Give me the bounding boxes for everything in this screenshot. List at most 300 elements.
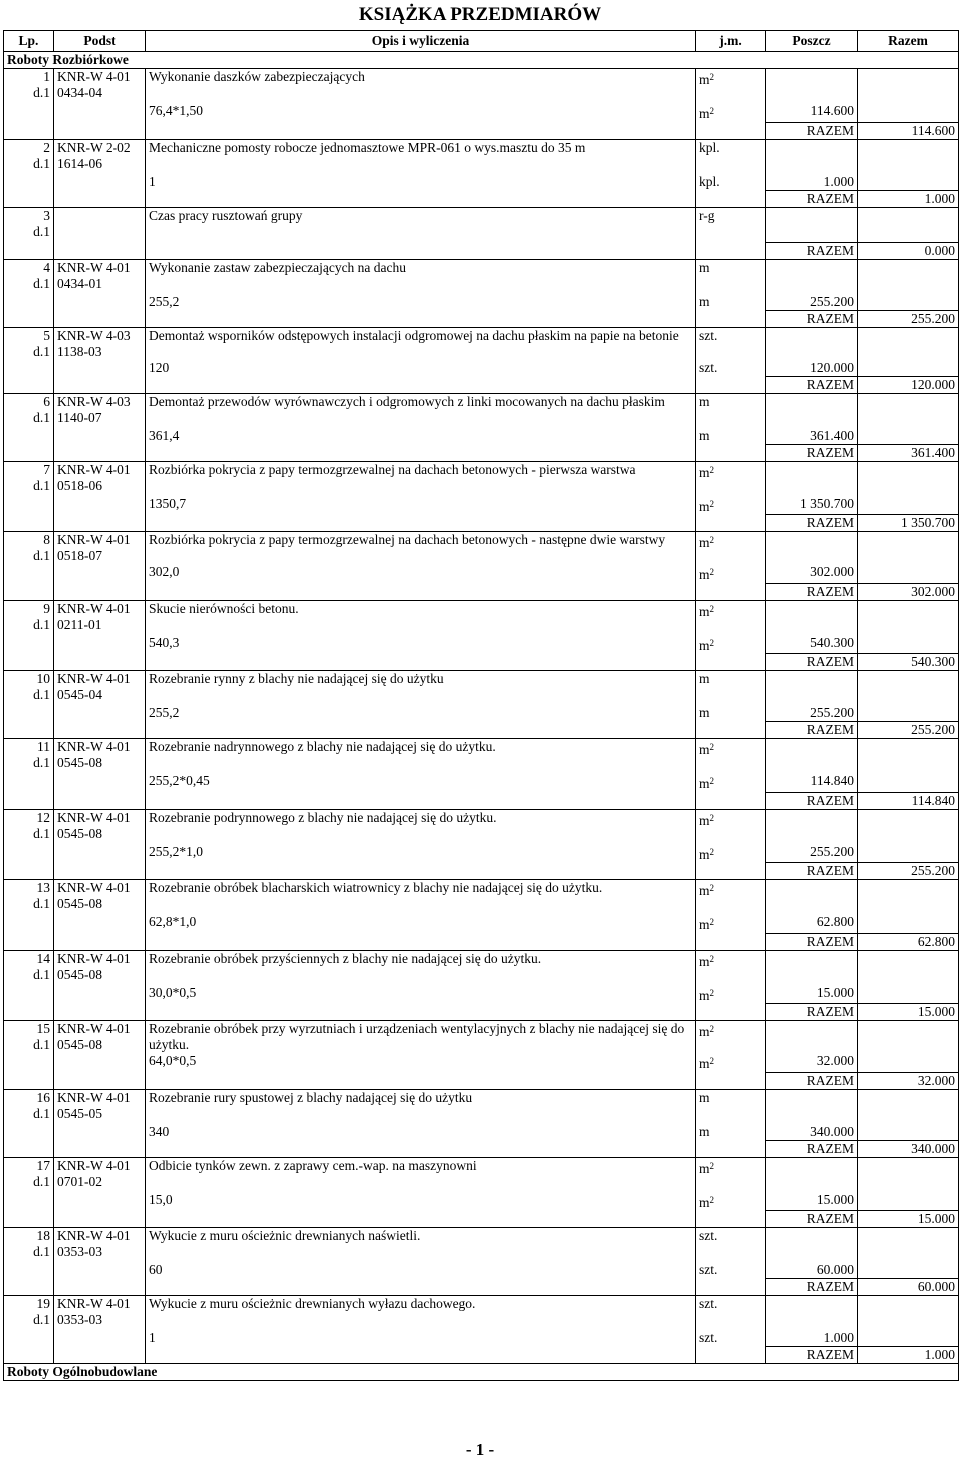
entry-basis-code: KNR-W 4-03 bbox=[57, 327, 131, 343]
entry-calc-row bbox=[4, 360, 959, 377]
page-number: - 1 - bbox=[465, 1440, 495, 1459]
entry-number: 6 bbox=[43, 393, 50, 409]
entry-lp bbox=[4, 1021, 54, 1054]
entry-basis bbox=[54, 393, 146, 428]
entry-lp bbox=[4, 1157, 54, 1192]
entry-calc-unit: m bbox=[696, 1124, 766, 1141]
entry-row bbox=[4, 1021, 959, 1054]
entry-calc-unit: $m^2$ bbox=[696, 1053, 766, 1072]
entry-basis-code: KNR-W 2-02 bbox=[57, 139, 131, 155]
entry-total: 1 350.700 bbox=[858, 515, 959, 532]
entry-calc-unit: $m^2$ bbox=[696, 635, 766, 654]
entry-description bbox=[146, 461, 696, 496]
entry-total: 15.000 bbox=[858, 1004, 959, 1021]
entry-row bbox=[4, 1157, 959, 1192]
entry-d: d.1 bbox=[33, 477, 50, 493]
entry-row bbox=[4, 1228, 959, 1263]
entry-lp bbox=[4, 809, 54, 844]
entry-calculation: 1350,7 bbox=[146, 496, 696, 515]
entry-description-text: Rozebranie podrynnowego z blachy nie nadającej się do użytku. bbox=[149, 809, 497, 825]
entry-description bbox=[146, 532, 696, 565]
bill-of-quantities-table bbox=[3, 30, 959, 1381]
entry-quantity: 15.000 bbox=[766, 1192, 858, 1211]
entry-description-text: Wykucie z muru ościeżnic drewnianych wyłazu dachowego. bbox=[149, 1296, 476, 1311]
entry-basis bbox=[54, 600, 146, 635]
entry-quantity: 255.200 bbox=[766, 844, 858, 863]
entry-number: 7 bbox=[43, 461, 50, 477]
entry-unit: $m^2$ bbox=[696, 809, 766, 844]
entry-row bbox=[4, 671, 959, 706]
entry-basis bbox=[54, 1089, 146, 1124]
entry-quantity: 1.000 bbox=[766, 174, 858, 191]
entry-description bbox=[146, 600, 696, 635]
entry-description-text: Rozbiórka pokrycia z papy termozgrzewalnej na dachach betonowych - następne dwie warstwy bbox=[149, 532, 666, 547]
entry-calculation: 340 bbox=[146, 1124, 696, 1141]
entry-description-text: Odbicie tynków zewn. z zaprawy cem.-wap. na maszynowni bbox=[149, 1157, 477, 1173]
entry-description bbox=[146, 207, 696, 242]
entry-basis bbox=[54, 739, 146, 774]
entry-calc-unit: szt. bbox=[696, 1262, 766, 1279]
entry-basis-table: 0353-03 bbox=[57, 1312, 102, 1327]
entry-basis-code: KNR-W 4-01 bbox=[57, 1089, 131, 1105]
entry-basis-table: 1140-07 bbox=[57, 409, 102, 425]
entry-total-label: RAZEM bbox=[766, 444, 858, 461]
entry-quantity: 32.000 bbox=[766, 1053, 858, 1072]
entry-description-text: Skucie nierówności betonu. bbox=[149, 600, 299, 616]
entry-total: 62.800 bbox=[858, 933, 959, 950]
entry-total-row bbox=[4, 933, 959, 950]
entry-basis bbox=[54, 950, 146, 985]
entry-basis-code: KNR-W 4-01 bbox=[57, 809, 131, 825]
entry-calc-unit: $m^2$ bbox=[696, 773, 766, 792]
entry-row bbox=[4, 880, 959, 915]
entry-calculation: 1 bbox=[146, 174, 696, 191]
entry-quantity: 361.400 bbox=[766, 428, 858, 445]
entry-number: 17 bbox=[36, 1157, 50, 1173]
entry-basis-code: KNR-W 4-01 bbox=[57, 1021, 131, 1036]
entry-calculation: 120 bbox=[146, 360, 696, 377]
entry-calculation: 30,0*0,5 bbox=[146, 985, 696, 1004]
entry-total-label: RAZEM bbox=[766, 1140, 858, 1157]
entry-quantity: 302.000 bbox=[766, 564, 858, 583]
entry-calculation: 361,4 bbox=[146, 428, 696, 445]
header-podst: Podst bbox=[54, 31, 146, 52]
entry-calc-unit: m bbox=[696, 705, 766, 722]
entry-basis-table: 0545-05 bbox=[57, 1105, 102, 1121]
entry-unit: m bbox=[696, 259, 766, 294]
entry-basis-table: 0434-01 bbox=[57, 275, 102, 291]
entry-total-row bbox=[4, 1279, 959, 1296]
entry-quantity: 114.600 bbox=[766, 103, 858, 122]
entry-total: 255.200 bbox=[858, 863, 959, 880]
entry-row bbox=[4, 69, 959, 104]
entry-calc-unit: m bbox=[696, 294, 766, 311]
entry-basis bbox=[54, 1296, 146, 1331]
entry-description bbox=[146, 1228, 696, 1263]
entry-calc-row bbox=[4, 635, 959, 654]
entry-total-label: RAZEM bbox=[766, 376, 858, 393]
entry-d: d.1 bbox=[33, 343, 50, 359]
entry-basis-code: KNR-W 4-01 bbox=[57, 461, 131, 477]
entry-basis bbox=[54, 671, 146, 706]
entry-unit: $m^2$ bbox=[696, 461, 766, 496]
entry-total-row bbox=[4, 1347, 959, 1364]
entry-total-label: RAZEM bbox=[766, 722, 858, 739]
entry-calc-unit: $m^2$ bbox=[696, 496, 766, 515]
entry-unit: m bbox=[696, 671, 766, 706]
entry-basis bbox=[54, 461, 146, 496]
entry-calc-row bbox=[4, 705, 959, 722]
entry-total-label: RAZEM bbox=[766, 1004, 858, 1021]
entry-total-row bbox=[4, 654, 959, 671]
entry-calc-row bbox=[4, 985, 959, 1004]
entry-total: 114.840 bbox=[858, 792, 959, 809]
entry-description-text: Rozebranie nadrynnowego z blachy nie nadającej się do użytku. bbox=[149, 739, 496, 754]
entry-d: d.1 bbox=[33, 1173, 50, 1189]
entry-description bbox=[146, 1089, 696, 1124]
entry-basis-code: KNR-W 4-03 bbox=[57, 393, 131, 409]
header-jm: j.m. bbox=[696, 31, 766, 52]
entry-unit: $m^2$ bbox=[696, 739, 766, 774]
entry-description-text: Rozebranie obróbek przyściennych z blachy nie nadającej się do użytku. bbox=[149, 950, 542, 966]
entry-basis-code: KNR-W 4-01 bbox=[57, 532, 131, 547]
entry-d: d.1 bbox=[33, 825, 50, 841]
entry-basis-code: KNR-W 4-01 bbox=[57, 1157, 131, 1173]
entry-calculation: 302,0 bbox=[146, 564, 696, 583]
entry-total-label: RAZEM bbox=[766, 310, 858, 327]
entry-number: 4 bbox=[43, 259, 50, 275]
entry-calc-unit: kpl. bbox=[696, 174, 766, 191]
entry-quantity: 1.000 bbox=[766, 1330, 858, 1347]
entry-calc-unit: $m^2$ bbox=[696, 914, 766, 933]
entry-calc-row bbox=[4, 914, 959, 933]
entry-lp bbox=[4, 327, 54, 360]
entry-number: 1 bbox=[43, 69, 50, 84]
entry-description bbox=[146, 1296, 696, 1331]
entry-total-label: RAZEM bbox=[766, 863, 858, 880]
entry-total-row bbox=[4, 376, 959, 393]
entry-lp bbox=[4, 600, 54, 635]
entry-description bbox=[146, 950, 696, 985]
entry-basis-table: 0434-04 bbox=[57, 85, 102, 100]
entry-d: d.1 bbox=[33, 1312, 50, 1327]
entry-d: d.1 bbox=[33, 616, 50, 632]
entry-total-row bbox=[4, 722, 959, 739]
entry-number: 2 bbox=[43, 139, 50, 155]
document-title: KSIĄŻKA PRZEDMIARÓW bbox=[358, 4, 602, 25]
entry-total-row bbox=[4, 1072, 959, 1089]
entry-total: 361.400 bbox=[858, 444, 959, 461]
entry-calc-unit: $m^2$ bbox=[696, 844, 766, 863]
entry-d: d.1 bbox=[33, 1244, 50, 1259]
entry-calc-unit: $m^2$ bbox=[696, 1192, 766, 1211]
header-razem: Razem bbox=[858, 31, 959, 52]
header-poszcz: Poszcz bbox=[766, 31, 858, 52]
entry-total-label: RAZEM bbox=[766, 242, 858, 259]
header-opis: Opis i wyliczenia bbox=[146, 31, 696, 52]
entry-description bbox=[146, 1021, 696, 1054]
entry-total-row bbox=[4, 310, 959, 327]
entry-total-label: RAZEM bbox=[766, 1279, 858, 1296]
entry-calculation: 255,2 bbox=[146, 705, 696, 722]
entry-total: 15.000 bbox=[858, 1211, 959, 1228]
entry-total-label: RAZEM bbox=[766, 792, 858, 809]
entry-calc-unit: $m^2$ bbox=[696, 103, 766, 122]
entry-lp bbox=[4, 461, 54, 496]
entry-quantity: 255.200 bbox=[766, 294, 858, 311]
entry-number: 19 bbox=[36, 1296, 50, 1311]
entry-total-label: RAZEM bbox=[766, 122, 858, 139]
header-lp: Lp. bbox=[4, 31, 54, 52]
entry-basis bbox=[54, 809, 146, 844]
entry-lp bbox=[4, 69, 54, 104]
entry-description-text: Wykucie z muru ościeżnic drewnianych naświetli. bbox=[149, 1228, 421, 1243]
entry-basis bbox=[54, 69, 146, 104]
entry-calculation: 255,2*1,0 bbox=[146, 844, 696, 863]
entry-description bbox=[146, 393, 696, 428]
entry-description bbox=[146, 139, 696, 174]
entry-total-row bbox=[4, 444, 959, 461]
entry-calc-unit: $m^2$ bbox=[696, 985, 766, 1004]
entry-number: 5 bbox=[43, 327, 50, 343]
entry-description bbox=[146, 1157, 696, 1192]
entry-description-text: Demontaż wsporników odstępowych instalacji odgromowej na dachu płaskim na papie na betonie bbox=[149, 327, 679, 343]
entry-basis-table: 0545-08 bbox=[57, 966, 102, 982]
entry-basis bbox=[54, 327, 146, 360]
entry-row bbox=[4, 739, 959, 774]
entry-number: 14 bbox=[36, 950, 50, 966]
entry-calc-unit: szt. bbox=[696, 1330, 766, 1347]
entry-basis-code: KNR-W 4-01 bbox=[57, 671, 131, 686]
entry-basis bbox=[54, 532, 146, 565]
entry-basis bbox=[54, 1021, 146, 1054]
entry-basis-code: KNR-W 4-01 bbox=[57, 950, 131, 966]
entry-calc-row bbox=[4, 844, 959, 863]
entry-d: d.1 bbox=[33, 687, 50, 702]
entry-description-text: Rozebranie obróbek blacharskich wiatrownicy z blachy nie nadającej się do użytku. bbox=[149, 880, 603, 895]
entry-calc-row bbox=[4, 294, 959, 311]
entry-quantity: 1 350.700 bbox=[766, 496, 858, 515]
entry-total-row bbox=[4, 242, 959, 259]
entry-number: 13 bbox=[36, 880, 50, 895]
entry-unit: $m^2$ bbox=[696, 950, 766, 985]
entry-number: 15 bbox=[36, 1021, 50, 1036]
entry-description bbox=[146, 259, 696, 294]
entry-calc-unit: szt. bbox=[696, 360, 766, 377]
entry-total: 1.000 bbox=[858, 1347, 959, 1364]
entry-unit: $m^2$ bbox=[696, 880, 766, 915]
entry-calc-row bbox=[4, 1330, 959, 1347]
entry-row bbox=[4, 950, 959, 985]
section-row bbox=[4, 1364, 959, 1381]
entry-d: d.1 bbox=[33, 896, 50, 911]
entry-d: d.1 bbox=[33, 1037, 50, 1052]
entry-basis-table: 0545-08 bbox=[57, 825, 102, 841]
entry-d: d.1 bbox=[33, 755, 50, 770]
entry-row bbox=[4, 600, 959, 635]
entry-d: d.1 bbox=[33, 275, 50, 291]
entry-description bbox=[146, 739, 696, 774]
entry-lp bbox=[4, 393, 54, 428]
entry-total: 302.000 bbox=[858, 583, 959, 600]
entry-row bbox=[4, 1296, 959, 1331]
entry-description-text: Rozebranie obróbek przy wyrzutniach i urządzeniach wentylacyjnych z blachy nie nadającej się do użytku. bbox=[149, 1021, 685, 1052]
entry-total-row bbox=[4, 1140, 959, 1157]
entry-calc-unit: m bbox=[696, 428, 766, 445]
entry-unit: $m^2$ bbox=[696, 1157, 766, 1192]
entry-total-row bbox=[4, 515, 959, 532]
entry-lp bbox=[4, 1228, 54, 1263]
entry-unit: $m^2$ bbox=[696, 1021, 766, 1054]
entry-unit: m bbox=[696, 393, 766, 428]
entry-unit: szt. bbox=[696, 1228, 766, 1263]
entry-number: 16 bbox=[36, 1089, 50, 1105]
entry-row bbox=[4, 393, 959, 428]
entry-basis-table: 0545-08 bbox=[57, 1037, 102, 1052]
entry-quantity: 540.300 bbox=[766, 635, 858, 654]
entry-basis-table: 0545-08 bbox=[57, 896, 102, 911]
entry-description-text: Rozbiórka pokrycia z papy termozgrzewalnej na dachach betonowych - pierwsza warstwa bbox=[149, 461, 636, 477]
entry-calc-row bbox=[4, 174, 959, 191]
entry-d: d.1 bbox=[33, 85, 50, 100]
entry-calc-row bbox=[4, 428, 959, 445]
entry-basis-table: 0518-07 bbox=[57, 548, 102, 563]
entry-row bbox=[4, 259, 959, 294]
entry-number: 3 bbox=[43, 207, 50, 223]
entry-calculation: 255,2*0,45 bbox=[146, 773, 696, 792]
table-header bbox=[4, 31, 959, 52]
entry-row bbox=[4, 532, 959, 565]
entry-description bbox=[146, 880, 696, 915]
entry-description-text: Wykonanie zastaw zabezpieczających na dachu bbox=[149, 259, 407, 275]
entry-total: 255.200 bbox=[858, 722, 959, 739]
entry-calculation: 1 bbox=[146, 1330, 696, 1347]
entry-calc-row bbox=[4, 103, 959, 122]
entry-basis-table: 0545-08 bbox=[57, 755, 102, 770]
entry-calc-unit: $m^2$ bbox=[696, 564, 766, 583]
entry-basis-table: 1138-03 bbox=[57, 343, 102, 359]
entry-lp bbox=[4, 207, 54, 242]
entry-row bbox=[4, 461, 959, 496]
entry-description-text: Demontaż przewodów wyrównawczych i odgromowych z linki mocowanych na dachu płaskim bbox=[149, 393, 665, 409]
entry-basis-code: KNR-W 4-01 bbox=[57, 259, 131, 275]
entry-total-row bbox=[4, 190, 959, 207]
entry-total-label: RAZEM bbox=[766, 515, 858, 532]
entry-description-text: Rozebranie rynny z blachy nie nadającej się do użytku bbox=[149, 671, 444, 686]
entry-basis bbox=[54, 259, 146, 294]
entry-description-text: Wykonanie daszków zabezpieczających bbox=[149, 69, 365, 84]
entry-unit: $m^2$ bbox=[696, 532, 766, 565]
entry-total-label: RAZEM bbox=[766, 1072, 858, 1089]
entry-total-row bbox=[4, 1004, 959, 1021]
entry-d: d.1 bbox=[33, 409, 50, 425]
entry-total-row bbox=[4, 583, 959, 600]
entry-d: d.1 bbox=[33, 223, 50, 239]
entry-total: 32.000 bbox=[858, 1072, 959, 1089]
entry-calc-row bbox=[4, 1262, 959, 1279]
entry-description bbox=[146, 327, 696, 360]
entry-number: 9 bbox=[43, 600, 50, 616]
entry-total-row bbox=[4, 792, 959, 809]
entry-row bbox=[4, 139, 959, 174]
entry-unit: r-g bbox=[696, 207, 766, 242]
entry-lp bbox=[4, 880, 54, 915]
entry-basis bbox=[54, 1228, 146, 1263]
section-row bbox=[4, 52, 959, 69]
entry-basis bbox=[54, 139, 146, 174]
entry-unit: szt. bbox=[696, 1296, 766, 1331]
entry-calculation: 76,4*1,50 bbox=[146, 103, 696, 122]
entry-total: 540.300 bbox=[858, 654, 959, 671]
entry-row bbox=[4, 207, 959, 242]
entry-number: 8 bbox=[43, 532, 50, 547]
entry-lp bbox=[4, 671, 54, 706]
entry-description-text: Czas pracy rusztowań grupy bbox=[149, 207, 303, 223]
section-title: Roboty Ogólnobudowlane bbox=[4, 1364, 959, 1381]
entry-basis-table: 0545-04 bbox=[57, 687, 102, 702]
entry-unit: $m^2$ bbox=[696, 69, 766, 104]
entry-basis-code: KNR-W 4-01 bbox=[57, 739, 131, 754]
entry-calculation: 255,2 bbox=[146, 294, 696, 311]
entry-total: 1.000 bbox=[858, 190, 959, 207]
entry-basis-code: KNR-W 4-01 bbox=[57, 1228, 131, 1243]
entry-total: 120.000 bbox=[858, 376, 959, 393]
entry-calculation: 60 bbox=[146, 1262, 696, 1279]
entry-total-row bbox=[4, 1211, 959, 1228]
entry-unit: szt. bbox=[696, 327, 766, 360]
section-title: Roboty Rozbiórkowe bbox=[4, 52, 959, 69]
entry-description-text: Rozebranie rury spustowej z blachy nadającej się do użytku bbox=[149, 1089, 473, 1105]
entry-lp bbox=[4, 259, 54, 294]
entry-basis-table: 1614-06 bbox=[57, 155, 102, 171]
entry-basis-table: 0701-02 bbox=[57, 1173, 102, 1189]
entry-d: d.1 bbox=[33, 155, 50, 171]
entry-total: 0.000 bbox=[858, 242, 959, 259]
entry-basis-code: KNR-W 4-01 bbox=[57, 880, 131, 895]
entry-quantity: 62.800 bbox=[766, 914, 858, 933]
entry-calculation: 540,3 bbox=[146, 635, 696, 654]
entry-basis-code: KNR-W 4-01 bbox=[57, 600, 131, 616]
entry-total-row bbox=[4, 122, 959, 139]
entry-lp bbox=[4, 532, 54, 565]
entry-description bbox=[146, 69, 696, 104]
entry-total-label: RAZEM bbox=[766, 1347, 858, 1364]
entry-lp bbox=[4, 739, 54, 774]
entry-quantity: 60.000 bbox=[766, 1262, 858, 1279]
entry-total-label: RAZEM bbox=[766, 933, 858, 950]
entry-number: 18 bbox=[36, 1228, 50, 1243]
entry-description bbox=[146, 809, 696, 844]
entry-calc-row bbox=[4, 1124, 959, 1141]
entry-lp bbox=[4, 1089, 54, 1124]
entry-calc-row bbox=[4, 1053, 959, 1072]
entry-calc-row bbox=[4, 1192, 959, 1211]
entry-d: d.1 bbox=[33, 1105, 50, 1121]
entry-number: 11 bbox=[37, 739, 50, 754]
entry-number: 10 bbox=[36, 671, 50, 686]
entry-quantity: 15.000 bbox=[766, 985, 858, 1004]
entry-basis bbox=[54, 1157, 146, 1192]
entry-basis-code: KNR-W 4-01 bbox=[57, 69, 131, 84]
entry-basis-table: 0353-03 bbox=[57, 1244, 102, 1259]
entry-total: 255.200 bbox=[858, 310, 959, 327]
entry-calculation: 64,0*0,5 bbox=[146, 1053, 696, 1072]
entry-total-label: RAZEM bbox=[766, 1211, 858, 1228]
entry-basis bbox=[54, 207, 146, 242]
entry-quantity: 340.000 bbox=[766, 1124, 858, 1141]
entry-description bbox=[146, 671, 696, 706]
entry-calculation: 15,0 bbox=[146, 1192, 696, 1211]
